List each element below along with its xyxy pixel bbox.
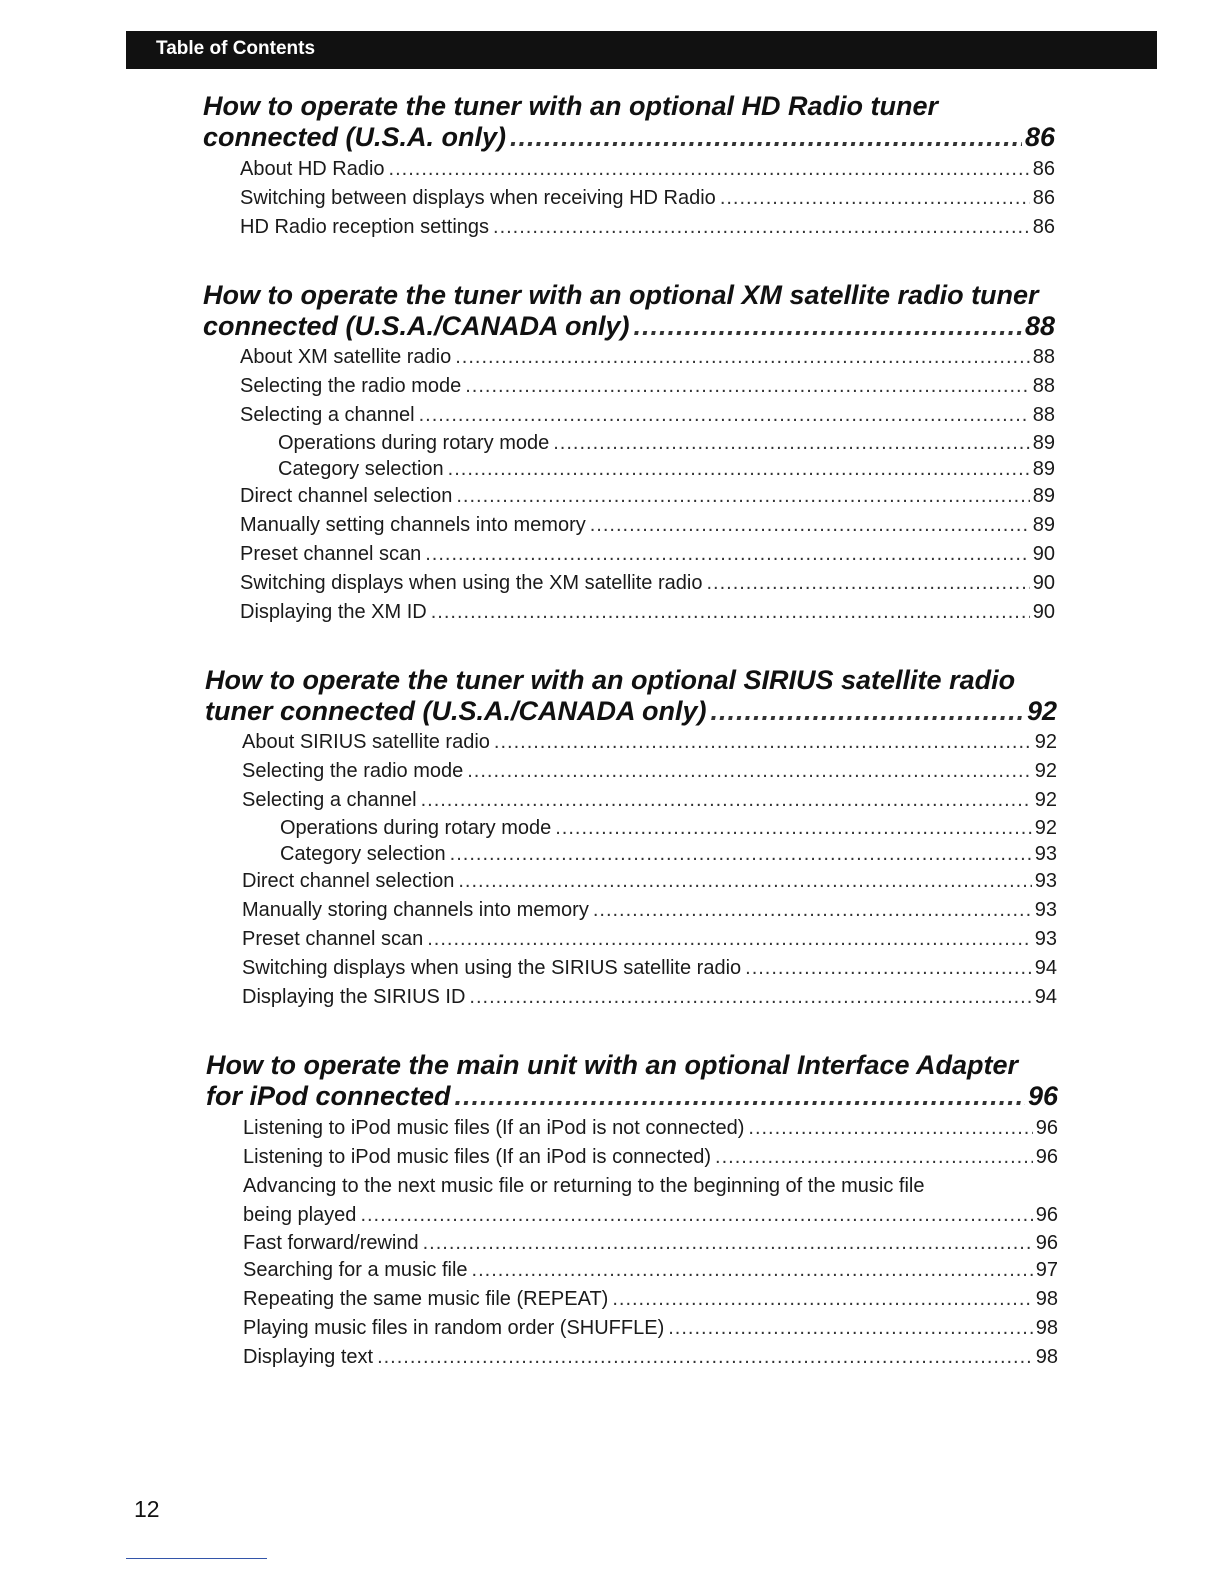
toc-section-sirius-radio xyxy=(0,665,1224,1012)
entry-label: Preset channel scan xyxy=(242,928,424,950)
entry-page: 96 xyxy=(1035,1204,1058,1226)
entry-label: Displaying text xyxy=(243,1346,374,1368)
entry-label: Displaying the XM ID xyxy=(240,601,427,623)
leader-dots xyxy=(389,155,1030,184)
leader-dots xyxy=(668,1314,1033,1343)
toc-entry[interactable] xyxy=(240,184,1055,213)
leader-dots xyxy=(706,569,1029,598)
entry-page: 89 xyxy=(1032,432,1055,454)
toc-entry[interactable] xyxy=(240,430,1055,456)
entry-page: 92 xyxy=(1034,817,1057,839)
entry-page: 96 xyxy=(1035,1232,1058,1254)
leader-dots xyxy=(494,728,1032,757)
toc-entry[interactable] xyxy=(243,1230,1058,1256)
toc-entry[interactable] xyxy=(243,1256,1058,1285)
leader-dots xyxy=(427,925,1032,954)
entry-label: Fast forward/rewind xyxy=(243,1232,419,1254)
leader-dots xyxy=(472,1256,1033,1285)
leader-dots xyxy=(510,122,1022,153)
entry-page: 86 xyxy=(1032,216,1055,238)
entry-page: 93 xyxy=(1034,899,1057,921)
header-title: Table of Contents xyxy=(156,38,316,59)
section-title-line2: for iPod connected xyxy=(206,1081,451,1111)
entry-label: Selecting a channel xyxy=(240,404,415,426)
entry-label: Searching for a music file xyxy=(243,1259,468,1281)
entry-label: Displaying the SIRIUS ID xyxy=(242,986,466,1008)
leader-dots xyxy=(423,1230,1033,1256)
entry-page: 98 xyxy=(1035,1346,1058,1368)
toc-entry[interactable] xyxy=(240,401,1055,430)
entry-page: 88 xyxy=(1032,346,1055,368)
leader-dots xyxy=(745,954,1032,983)
entry-page: 93 xyxy=(1034,843,1057,865)
toc-entry[interactable] xyxy=(242,983,1057,1012)
toc-entry[interactable] xyxy=(240,456,1055,482)
entry-label-line1[interactable]: Advancing to the next music file or returning to the beginning of the music file xyxy=(243,1175,925,1197)
section-page: 86 xyxy=(1024,122,1055,152)
toc-entry[interactable] xyxy=(243,1114,1058,1143)
leader-dots xyxy=(634,311,1022,342)
entry-label: Preset channel scan xyxy=(240,543,422,565)
entry-label: Switching displays when using the SIRIUS satellite radio xyxy=(242,957,742,979)
section-page: 88 xyxy=(1024,311,1055,341)
entry-label: Manually setting channels into memory xyxy=(240,514,586,536)
entry-page: 89 xyxy=(1032,514,1055,536)
toc-entry[interactable] xyxy=(240,343,1055,372)
leader-dots xyxy=(612,1285,1032,1314)
entry-page: 90 xyxy=(1032,543,1055,565)
entry-label: Listening to iPod music files (If an iPod is not connected) xyxy=(243,1117,745,1139)
toc-section-ipod xyxy=(0,1050,1224,1372)
toc-entry[interactable] xyxy=(240,598,1055,627)
leader-dots xyxy=(421,786,1032,815)
entry-page: 98 xyxy=(1035,1288,1058,1310)
leader-dots xyxy=(748,1114,1032,1143)
entry-label: Direct channel selection xyxy=(240,485,453,507)
entry-label: Selecting a channel xyxy=(242,789,417,811)
entry-label: Category selection xyxy=(280,843,446,865)
toc-entry[interactable] xyxy=(242,896,1057,925)
entry-label: About XM satellite radio xyxy=(240,346,452,368)
leader-dots xyxy=(711,696,1024,727)
section-title-entry[interactable] xyxy=(203,122,1055,153)
entry-page: 94 xyxy=(1034,957,1057,979)
section-title-entry[interactable] xyxy=(205,696,1057,727)
entry-page: 88 xyxy=(1032,375,1055,397)
leader-dots xyxy=(715,1143,1033,1172)
leader-dots xyxy=(425,540,1030,569)
section-title-line2: tuner connected (U.S.A./CANADA only) xyxy=(205,696,707,726)
toc-entry[interactable] xyxy=(242,841,1057,867)
entry-page: 89 xyxy=(1032,458,1055,480)
entry-page: 92 xyxy=(1034,731,1057,753)
entry-label: Playing music files in random order (SHUFFLE) xyxy=(243,1317,665,1339)
footer-divider xyxy=(126,1558,267,1559)
toc-entry[interactable] xyxy=(242,867,1057,896)
toc-entry[interactable] xyxy=(242,954,1057,983)
entry-page: 88 xyxy=(1032,404,1055,426)
entry-label: HD Radio reception settings xyxy=(240,216,490,238)
entry-page: 86 xyxy=(1032,158,1055,180)
leader-dots xyxy=(448,456,1030,482)
entry-page: 94 xyxy=(1034,986,1057,1008)
section-title-line1: How to operate the tuner with an optional HD Radio tuner xyxy=(203,91,938,121)
toc-entry[interactable] xyxy=(240,482,1055,511)
entry-label: Switching between displays when receiving HD Radio xyxy=(240,187,716,209)
toc-entry[interactable] xyxy=(243,1285,1058,1314)
leader-dots xyxy=(493,213,1030,242)
entry-label: being played xyxy=(243,1204,357,1226)
toc-section-xm-radio xyxy=(0,280,1224,627)
entry-page: 93 xyxy=(1034,870,1057,892)
leader-dots xyxy=(431,598,1030,627)
leader-dots xyxy=(467,757,1032,786)
toc-entry[interactable] xyxy=(243,1143,1058,1172)
leader-dots xyxy=(469,983,1031,1012)
toc-section-hd-radio xyxy=(0,91,1224,242)
entry-page: 86 xyxy=(1032,187,1055,209)
entry-label: Selecting the radio mode xyxy=(242,760,464,782)
leader-dots xyxy=(455,343,1030,372)
entry-label: Selecting the radio mode xyxy=(240,375,462,397)
toc-entry[interactable] xyxy=(242,815,1057,841)
entry-page: 96 xyxy=(1035,1117,1058,1139)
section-title-line1: How to operate the tuner with an optional XM satellite radio tuner xyxy=(203,280,1039,310)
entry-label: Switching displays when using the XM satellite radio xyxy=(240,572,703,594)
leader-dots xyxy=(590,511,1030,540)
toc-entry[interactable] xyxy=(240,155,1055,184)
leader-dots xyxy=(720,184,1030,213)
entry-label: Operations during rotary mode xyxy=(278,432,550,454)
entry-label: Operations during rotary mode xyxy=(280,817,552,839)
toc-entry[interactable] xyxy=(243,1343,1058,1372)
leader-dots xyxy=(458,867,1031,896)
section-title-line1: How to operate the tuner with an optional SIRIUS satellite radio xyxy=(205,665,1016,695)
leader-dots xyxy=(456,482,1029,511)
toc-entry[interactable] xyxy=(243,1314,1058,1343)
toc-entry[interactable] xyxy=(240,372,1055,401)
entry-page: 97 xyxy=(1035,1259,1058,1281)
entry-label: Listening to iPod music files (If an iPod is connected) xyxy=(243,1146,712,1168)
leader-dots xyxy=(360,1201,1032,1230)
toc-entry[interactable] xyxy=(242,925,1057,954)
toc-entry[interactable] xyxy=(240,511,1055,540)
toc-entry[interactable] xyxy=(242,786,1057,815)
entry-page: 98 xyxy=(1035,1317,1058,1339)
toc-entry[interactable] xyxy=(242,757,1057,786)
leader-dots xyxy=(593,896,1032,925)
entry-label: Category selection xyxy=(278,458,444,480)
toc-entry[interactable] xyxy=(240,569,1055,598)
entry-label: About SIRIUS satellite radio xyxy=(242,731,490,753)
leader-dots xyxy=(419,401,1030,430)
entry-label: About HD Radio xyxy=(240,158,385,180)
leader-dots xyxy=(465,372,1030,401)
leader-dots xyxy=(553,430,1030,456)
leader-dots xyxy=(455,1081,1025,1112)
section-page: 96 xyxy=(1027,1081,1058,1111)
section-title-line2: connected (U.S.A./CANADA only) xyxy=(203,311,630,341)
section-title-line1: How to operate the main unit with an optional Interface Adapter xyxy=(206,1050,1019,1080)
leader-dots xyxy=(450,841,1032,867)
entry-page: 90 xyxy=(1032,572,1055,594)
section-page: 92 xyxy=(1026,696,1057,726)
entry-page: 96 xyxy=(1035,1146,1058,1168)
header-bar xyxy=(126,31,1157,69)
toc-entry[interactable] xyxy=(243,1201,1058,1230)
entry-label: Repeating the same music file (REPEAT) xyxy=(243,1288,609,1310)
toc-entry[interactable] xyxy=(240,540,1055,569)
leader-dots xyxy=(377,1343,1033,1372)
entry-page: 90 xyxy=(1032,601,1055,623)
section-title-entry[interactable] xyxy=(206,1081,1058,1112)
section-title-entry[interactable] xyxy=(203,311,1055,342)
entry-page: 92 xyxy=(1034,760,1057,782)
page-number: 12 xyxy=(134,1496,160,1522)
entry-label: Manually storing channels into memory xyxy=(242,899,589,921)
leader-dots xyxy=(555,815,1032,841)
entry-page: 92 xyxy=(1034,789,1057,811)
entry-label: Direct channel selection xyxy=(242,870,455,892)
toc-entry[interactable] xyxy=(240,213,1055,242)
toc-entry[interactable] xyxy=(242,728,1057,757)
section-title-line2: connected (U.S.A. only) xyxy=(203,122,507,152)
entry-page: 89 xyxy=(1032,485,1055,507)
entry-page: 93 xyxy=(1034,928,1057,950)
